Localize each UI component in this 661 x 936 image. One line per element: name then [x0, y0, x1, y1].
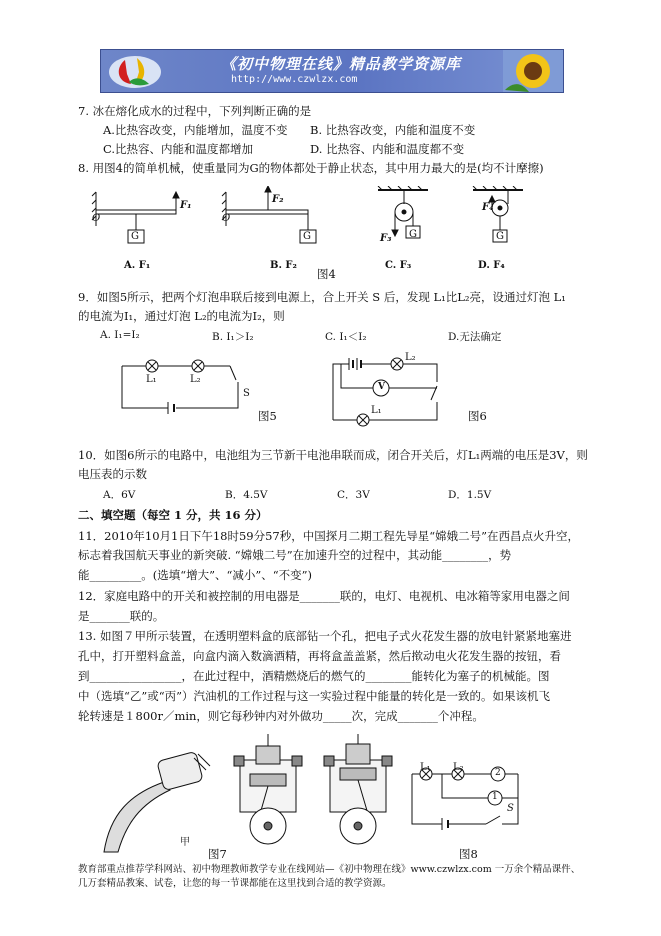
fig8-meter-1: 1: [492, 792, 498, 802]
fig4-force-f3: F₃: [380, 233, 392, 244]
fig4-force-f2: F₂: [272, 194, 284, 205]
q10-stem-line1: 10．如图6所示的电路中，电池组为三节新干电池串联而成，闭合开关后，灯L₁两端的电压是3V，则: [78, 448, 588, 462]
fig4-label-b: B. F₂: [270, 260, 297, 271]
fig4-label-c: C. F₃: [385, 260, 412, 271]
fig4-force-f1: F₁: [180, 200, 192, 211]
q7-option-c: C.比热容、内能和温度都增加: [103, 142, 254, 156]
fig8-l1-label: L₁: [420, 762, 431, 773]
fig5-caption: 图5: [258, 409, 277, 423]
fig4-force-f4: F₄: [482, 202, 494, 213]
q13-line3: 到________________，在此过程中，酒精燃烧后的燃气的________能转化为塞子的机械能。图: [78, 669, 550, 683]
q13-line5: 轮转速是１800r／min，则它每秒钟内对外做功_____次，完成_______个冲程。: [78, 709, 484, 723]
fig7-label-jia: 甲: [180, 837, 190, 848]
footer-line1: 教育部重点推荐学科网站、初中物理教师教学专业在线网站—《初中物理在线》www.czwlzx.com 一万余个精品课件、: [78, 864, 581, 875]
fig8-meter-2: 2: [495, 768, 501, 778]
q10-option-a: A．6V: [103, 489, 136, 501]
q9-stem-line2: 的电流为I₁，通过灯泡 L₂的电流为I₂，则: [78, 309, 285, 323]
header-banner: [100, 49, 564, 93]
fig5-l1-label: L₁: [146, 374, 157, 385]
section-fill-in-title: 二、填空题（每空 1 分，共 16 分）: [78, 508, 268, 522]
fig4-weight-label: G: [496, 231, 504, 242]
fig8-switch-label: S: [507, 803, 514, 814]
fig6-voltmeter-label: V: [378, 382, 385, 392]
q11-line1: 11．2010年10月1日下午18时59分57秒，中国探月二期工程先导星“嫦娥二号”在西昌点火升空，: [78, 529, 580, 543]
figure-5-circuit: [118, 356, 250, 416]
q10-option-b: B．4.5V: [225, 489, 268, 501]
fig4-weight-label: G: [409, 229, 417, 240]
figure-7: [100, 734, 410, 854]
fig4-weight-label: G: [131, 231, 139, 242]
q12-line1: 12．家庭电路中的开关和被控制的用电器是_______联的，电灯、电视机、电冰箱等家用电器之间: [78, 589, 570, 603]
q11-line2: 标志着我国航天事业的新突破. “嫦娥二号”在加速升空的过程中，其动能________，势: [78, 548, 512, 562]
banner-url[interactable]: http://www.czwlzx.com: [231, 74, 358, 85]
q10-stem-line2: 电压表的示数: [78, 467, 147, 481]
q8-stem: 8. 用图4的简单机械，使重量同为G的物体都处于静止状态，其中用力最大的是(均不计摩擦): [78, 161, 544, 175]
q7-option-a: A.比热容改变，内能增加，温度不变: [103, 123, 288, 137]
fig7-caption: 图7: [208, 847, 227, 861]
q13-line2: 孔中，打开塑料盒盖，向盒内滴入数滴酒精，再将盒盖盖紧，然后揿动电火花发生器的按钮，看: [78, 649, 561, 663]
fig4-pivot-label: O: [92, 213, 101, 224]
sunflower-image: [503, 50, 563, 92]
q9-option-b: B. I₁＞I₂: [212, 331, 254, 343]
fig6-caption: 图6: [468, 409, 487, 423]
q10-option-c: C．3V: [337, 489, 370, 501]
fig4-weight-label: G: [303, 231, 311, 242]
q9-option-a: A. I₁=I₂: [100, 329, 140, 341]
q9-option-d: D.无法确定: [448, 331, 502, 343]
q7-stem: 7. 冰在熔化成水的过程中，下列判断正确的是: [78, 104, 312, 118]
fig8-l2-label: L₂: [453, 762, 464, 773]
q11-line3: 能_________。(选填“增大”、“减小”、“不变”): [78, 568, 312, 582]
q10-option-d: D．1.5V: [448, 489, 492, 501]
q13-line1: 13. 如图７甲所示装置，在透明塑料盒的底部钻一个孔，把电子式火花发生器的放电针紧紧地塞进: [78, 629, 572, 643]
fig4-caption: 图4: [317, 267, 336, 281]
q7-option-b: B. 比热容改变，内能和温度不变: [310, 123, 476, 137]
figure-6-circuit: [327, 352, 445, 432]
fig6-l1-label: L₁: [371, 405, 382, 416]
q7-option-d: D. 比热容、内能和温度都不变: [310, 142, 465, 156]
fig5-switch-label: S: [243, 388, 250, 399]
q12-line2: 是_______联的。: [78, 609, 165, 623]
fig4-label-d: D. F₄: [478, 260, 505, 271]
q9-option-c: C. I₁＜I₂: [325, 331, 367, 343]
q13-line4: 中（选填“乙”或“丙”）汽油机的工作过程与这一实验过程中能量的转化是一致的。如果该机飞: [78, 689, 551, 703]
logo-icon: [107, 52, 167, 90]
fig4-label-a: A. F₁: [124, 260, 151, 271]
q9-stem-line1: 9．如图5所示，把两个灯泡串联后接到电源上，合上开关 S 后，发现 L₁比L₂亮，设通过灯泡 L₁: [78, 290, 566, 304]
fig6-l2-label: L₂: [405, 352, 416, 363]
banner-title: 《初中物理在线》精品教学资源库: [221, 55, 462, 73]
fig4-pivot-label: O: [222, 213, 231, 224]
fig8-caption: 图8: [459, 847, 478, 861]
fig5-l2-label: L₂: [190, 374, 201, 385]
footer-line2: 几万套精品教案、试卷，让您的每一节课都能在这里找到合适的教学资源。: [78, 878, 392, 889]
